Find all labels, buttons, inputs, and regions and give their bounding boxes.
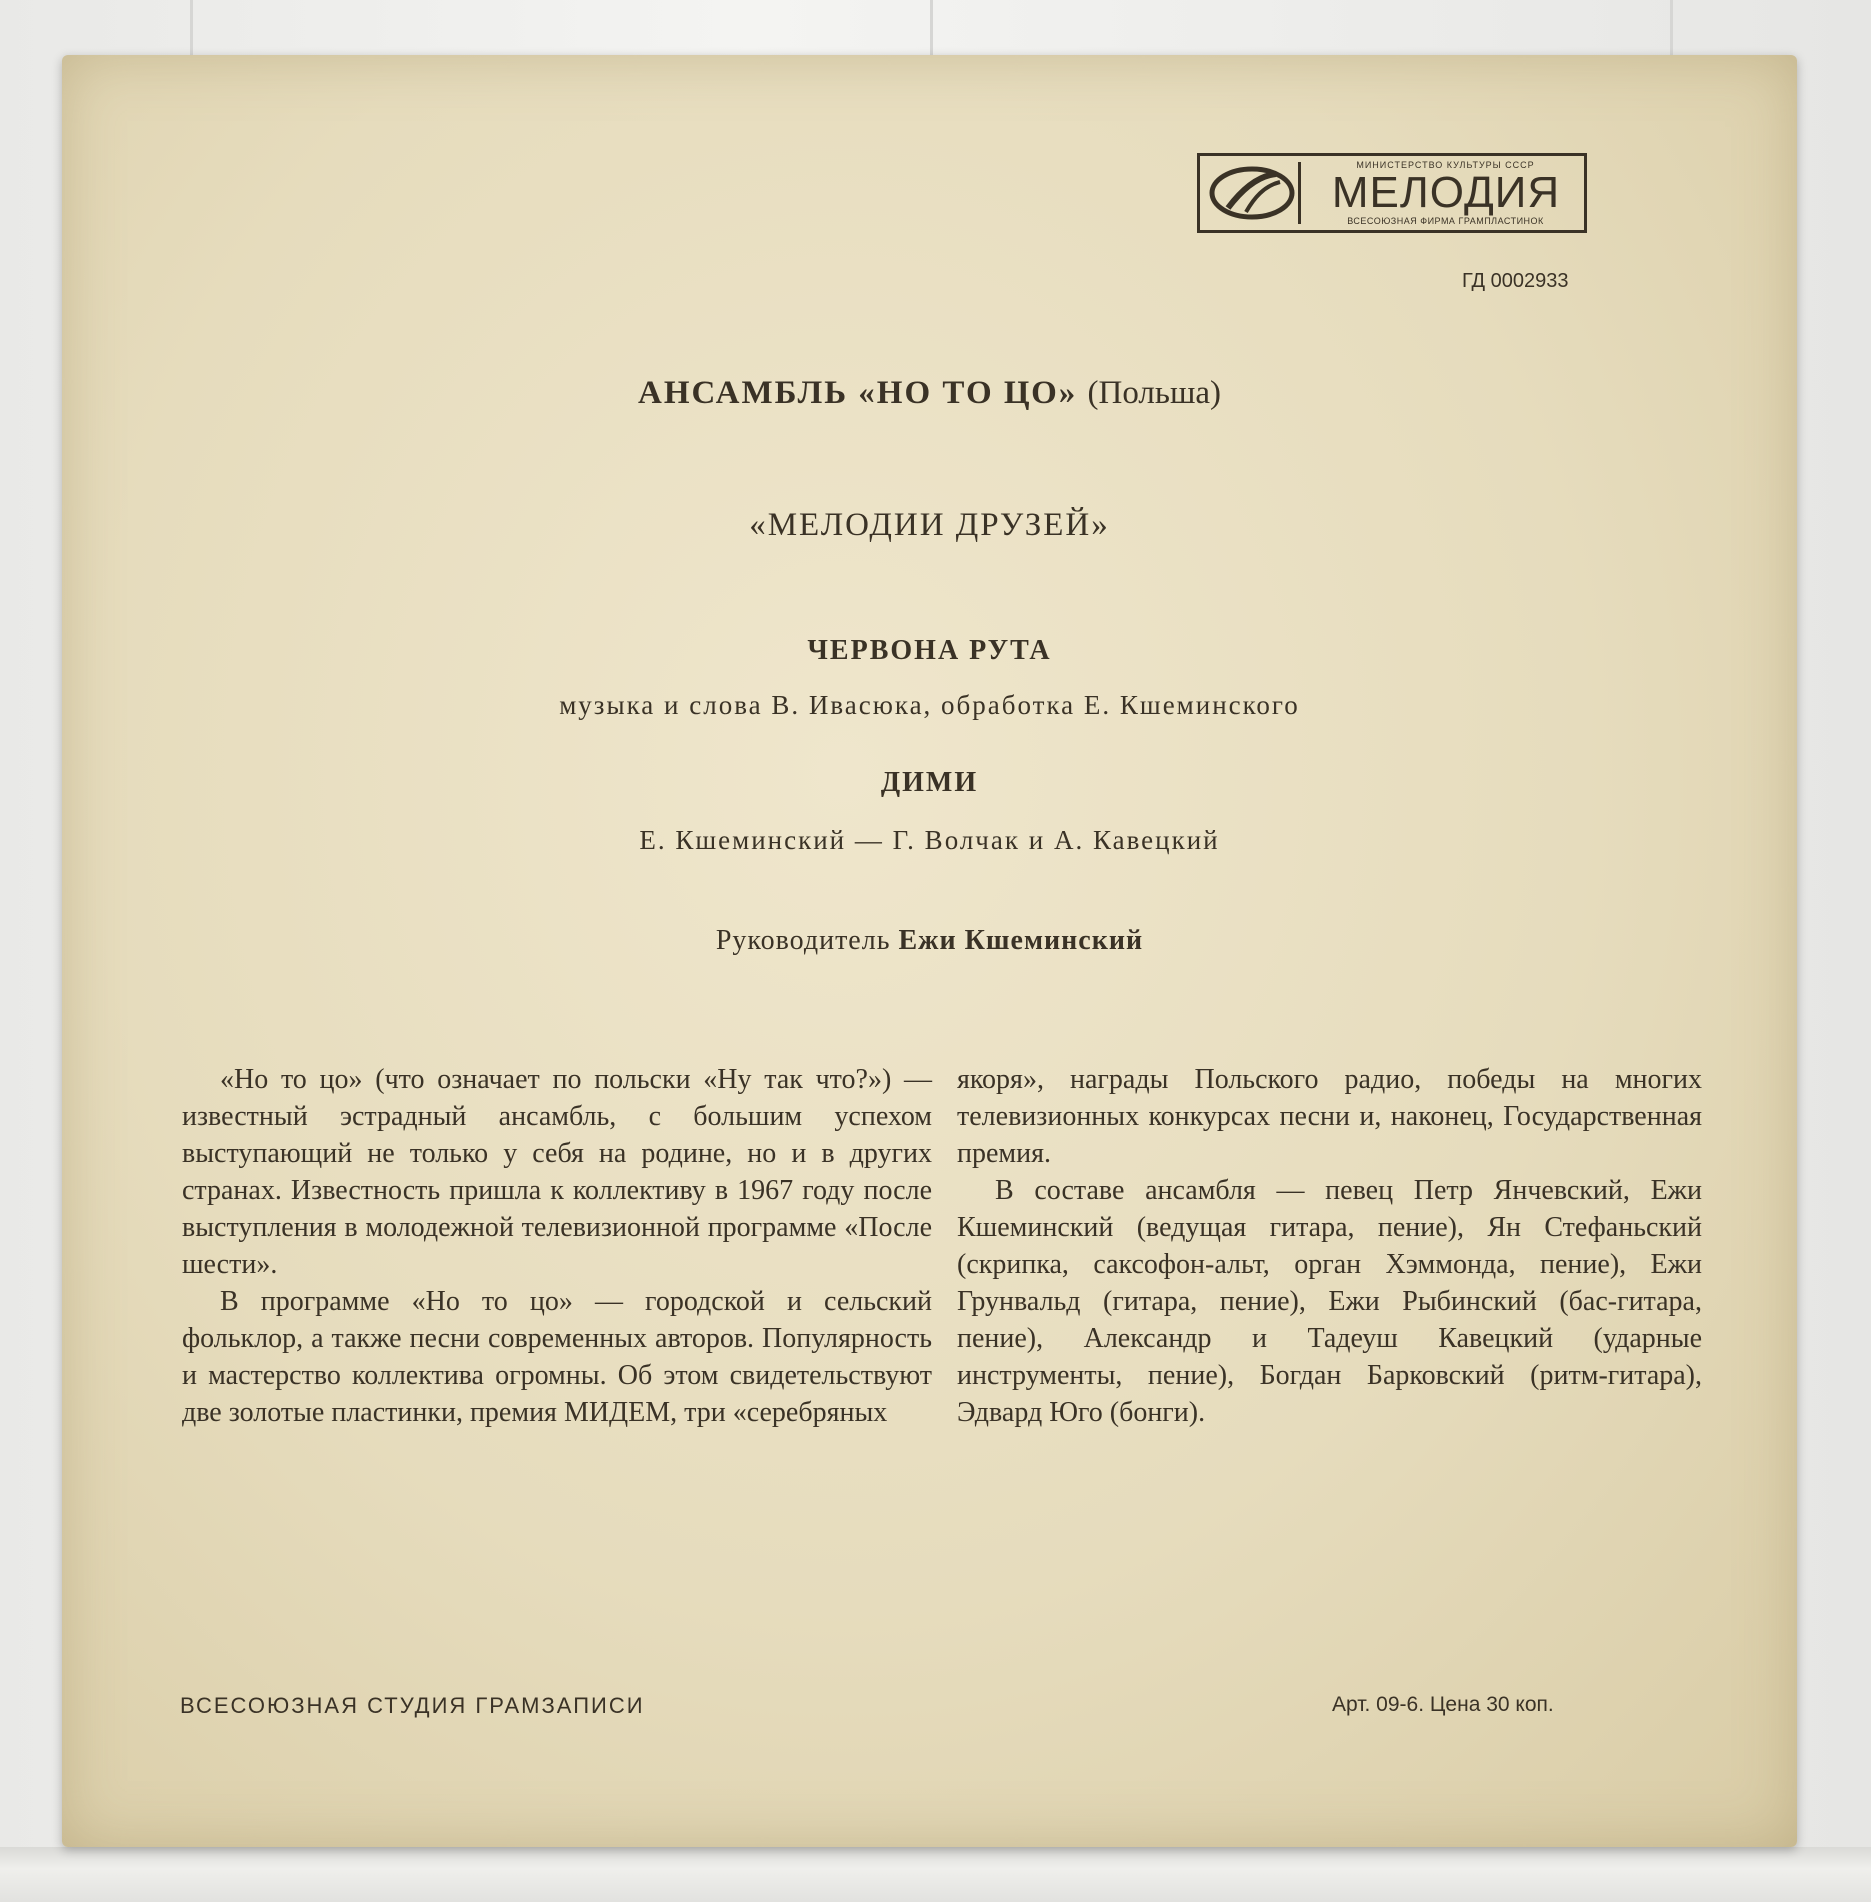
- liner-notes-right-column: [957, 1061, 1702, 1431]
- leader-name: Ежи Кшеминский: [898, 925, 1144, 956]
- notes-paragraph: В составе ансамбля — певец Петр Янчевский, Ежи Кшеминский (ведущая гитара, пение), Ян Стефаньский (скрипка, саксофон-альт, орган Хэммонда, пение), Ежи Грунвальд (гитара, пение), Ежи Рыбинский (бас-гитара, пение), Александр и Тадеуш Кавецкий (ударные инструменты, пение), Богдан Барковский (ритм-гитара), Эдвард Юго (бонги).: [957, 1175, 1702, 1428]
- melodiya-emblem-icon: [1206, 162, 1301, 224]
- leader-line: [62, 925, 1797, 957]
- artist-name: АНСАМБЛЬ «НО ТО ЦО»: [637, 375, 1078, 411]
- leader-label: Руководитель: [715, 925, 891, 956]
- shelf: [0, 1847, 1871, 1902]
- track-credit: музыка и слова В. Ивасюка, обработка Е. Кшеминского: [559, 690, 1300, 720]
- price-info: Арт. 09-6. Цена 30 коп.: [1332, 1693, 1554, 1716]
- liner-notes-left-column: [182, 1061, 932, 1431]
- track-title: ЧЕРВОНА РУТА: [807, 635, 1052, 666]
- record-sleeve-back: [62, 55, 1797, 1847]
- studio-name: ВСЕСОЮЗНАЯ СТУДИЯ ГРАМЗАПИСИ: [180, 1693, 645, 1718]
- notes-paragraph: якоря», награды Польского радио, победы на многих телевизионных конкурсах песни и, наконец, Государственная премия.: [957, 1064, 1702, 1169]
- melodiya-logo: [1197, 153, 1587, 233]
- notes-paragraph: В программе «Но то цо» — городской и сельский фольклор, а также песни современных авторов. Популярность и мастерство коллектива огромны. Об этом свидетельствуют две золотые пластинки, премия МИДЕМ, три «серебряных: [182, 1286, 932, 1428]
- track-credit: Е. Кшеминский — Г. Волчак и А. Кавецкий: [639, 825, 1220, 855]
- artist-heading: [62, 375, 1797, 412]
- track-title: ДИМИ: [880, 767, 979, 798]
- logo-ministry-text: МИНИСТЕРСТВО КУЛЬТУРЫ СССР: [1356, 160, 1535, 170]
- catalog-number: ГД 0002933: [1462, 270, 1569, 292]
- logo-brand-name: МЕЛОДИЯ: [1331, 168, 1561, 217]
- album-title: «МЕЛОДИИ ДРУЗЕЙ»: [749, 507, 1110, 543]
- artist-country: (Польша): [1087, 375, 1221, 411]
- notes-paragraph: «Но то цо» (что означает по польски «Ну так что?») — известный эстрадный ансамбль, с большим успехом выступающий не только у себя на родине, но и в других странах. Известность пришла к коллективу в 1967 году после выступления в молодежной телевизионной программе «После шести».: [182, 1064, 932, 1280]
- logo-firm-text: ВСЕСОЮЗНАЯ ФИРМА ГРАМПЛАСТИНОК: [1347, 216, 1544, 226]
